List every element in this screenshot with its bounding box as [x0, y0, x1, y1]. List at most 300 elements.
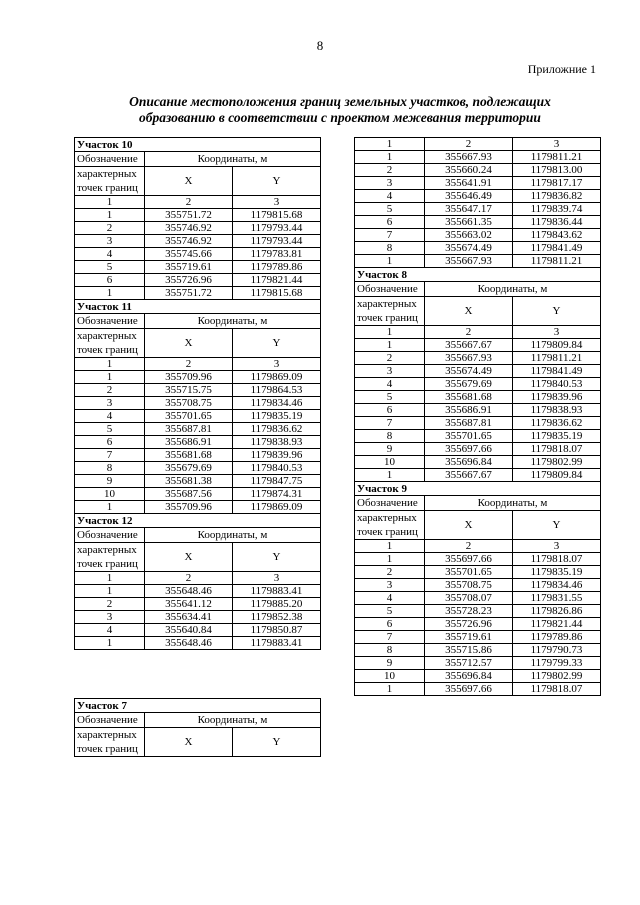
x-coordinate: 355696.84 [425, 670, 513, 683]
column-header-row [75, 167, 321, 196]
x-coordinate: 355708.75 [425, 579, 513, 592]
x-coordinate: 355726.96 [425, 618, 513, 631]
x-coordinate: 355641.12 [145, 598, 233, 611]
table-row [75, 235, 321, 248]
designation-label-line: точек границ [77, 558, 138, 570]
table-row [355, 229, 601, 242]
point-number: 4 [355, 190, 425, 203]
point-number: 4 [355, 378, 425, 391]
coordinates-label: Координаты, м [145, 713, 321, 728]
x-coordinate: 355697.66 [425, 443, 513, 456]
column-header-row [355, 297, 601, 326]
point-number: 1 [355, 683, 425, 696]
y-column-header: Y [513, 511, 601, 540]
plot-title: Участок 7 [75, 699, 321, 713]
y-coordinate: 1179835.19 [513, 566, 601, 579]
column-number: 2 [145, 358, 233, 371]
y-coordinate: 1179811.21 [513, 352, 601, 365]
designation-label [75, 167, 145, 196]
point-number: 4 [75, 248, 145, 261]
x-coordinate: 355687.56 [145, 488, 233, 501]
x-coordinate: 355667.93 [425, 151, 513, 164]
point-number: 7 [355, 631, 425, 644]
designation-label-line: характерных [357, 512, 417, 524]
x-coordinate: 355687.81 [145, 423, 233, 436]
x-coordinate: 355745.66 [145, 248, 233, 261]
plot-title-row [75, 514, 321, 528]
column-number-row [75, 196, 321, 209]
designation-label-line: точек границ [357, 312, 418, 324]
document-title-line-2: образованию в соответствии с проектом межевания территории [139, 110, 541, 125]
x-coordinate: 355648.46 [145, 585, 233, 598]
y-coordinate: 1179818.07 [513, 443, 601, 456]
y-coordinate: 1179885.20 [233, 598, 321, 611]
y-coordinate: 1179834.46 [513, 579, 601, 592]
point-number: 3 [355, 177, 425, 190]
point-number: 1 [75, 585, 145, 598]
x-coordinate: 355667.93 [425, 352, 513, 365]
column-header-row [75, 713, 321, 728]
y-coordinate: 1179847.75 [233, 475, 321, 488]
point-number: 7 [355, 417, 425, 430]
coordinates-label: Координаты, м [145, 528, 321, 543]
designation-label [75, 728, 145, 757]
x-coordinate: 355697.66 [425, 683, 513, 696]
table-row [355, 365, 601, 378]
y-coordinate: 1179818.07 [513, 553, 601, 566]
x-coordinate: 355715.75 [145, 384, 233, 397]
x-coordinate: 355715.86 [425, 644, 513, 657]
y-coordinate: 1179826.86 [513, 605, 601, 618]
column-header-row [355, 496, 601, 511]
x-coordinate: 355709.96 [145, 501, 233, 514]
column-number: 2 [145, 196, 233, 209]
point-number: 5 [355, 203, 425, 216]
point-number: 8 [75, 462, 145, 475]
designation-label [75, 329, 145, 358]
table-row [75, 261, 321, 274]
x-coordinate: 355634.41 [145, 611, 233, 624]
column-number: 3 [233, 358, 321, 371]
y-coordinate: 1179811.21 [513, 255, 601, 268]
designation-label: Обозначение [75, 152, 145, 167]
x-coordinate: 355701.65 [425, 430, 513, 443]
designation-label-line: характерных [357, 298, 417, 310]
table-row [355, 164, 601, 177]
y-coordinate: 1179883.41 [233, 585, 321, 598]
x-coordinate: 355719.61 [145, 261, 233, 274]
table-row [75, 423, 321, 436]
x-coordinate: 355660.24 [425, 164, 513, 177]
document-title-line-1: Описание местоположения границ земельных участков, подлежащих [129, 94, 551, 109]
point-number: 3 [355, 365, 425, 378]
plot-title: Участок 12 [75, 514, 321, 528]
y-coordinate: 1179839.96 [233, 449, 321, 462]
point-number: 10 [75, 488, 145, 501]
column-number-row [75, 572, 321, 585]
table-row [355, 456, 601, 469]
x-coordinate: 355696.84 [425, 456, 513, 469]
right-column [354, 137, 600, 696]
designation-label: Обозначение [355, 496, 425, 511]
point-number: 1 [355, 151, 425, 164]
y-coordinate: 1179850.87 [233, 624, 321, 637]
designation-label: Обозначение [355, 282, 425, 297]
point-number: 6 [355, 618, 425, 631]
table-row [75, 371, 321, 384]
table-row [75, 449, 321, 462]
coordinates-table-left [74, 137, 321, 650]
plot-title-row [75, 699, 321, 713]
left-column-bottom [74, 698, 320, 757]
point-number: 2 [75, 384, 145, 397]
y-coordinate: 1179821.44 [233, 274, 321, 287]
x-coordinate: 355641.91 [425, 177, 513, 190]
table-row [75, 410, 321, 423]
point-number: 4 [355, 592, 425, 605]
x-coordinate: 355697.66 [425, 553, 513, 566]
y-coordinate: 1179838.93 [513, 404, 601, 417]
point-number: 3 [75, 235, 145, 248]
table-row [75, 436, 321, 449]
x-coordinate: 355667.67 [425, 469, 513, 482]
table-row [75, 209, 321, 222]
x-coordinate: 355728.23 [425, 605, 513, 618]
left-column [74, 137, 320, 650]
x-coordinate: 355712.57 [425, 657, 513, 670]
point-number: 9 [75, 475, 145, 488]
column-number: 3 [513, 326, 601, 339]
y-coordinate: 1179815.68 [233, 287, 321, 300]
y-coordinate: 1179839.96 [513, 391, 601, 404]
designation-label-line: точек границ [77, 182, 138, 194]
y-coordinate: 1179839.74 [513, 203, 601, 216]
x-coordinate: 355667.67 [425, 339, 513, 352]
table-row [355, 190, 601, 203]
x-coordinate: 355686.91 [145, 436, 233, 449]
y-coordinate: 1179836.62 [233, 423, 321, 436]
column-number: 2 [425, 540, 513, 553]
y-coordinate: 1179799.33 [513, 657, 601, 670]
point-number: 8 [355, 430, 425, 443]
point-number: 1 [75, 501, 145, 514]
point-number: 5 [75, 423, 145, 436]
point-number: 1 [355, 553, 425, 566]
y-coordinate: 1179834.46 [233, 397, 321, 410]
table-row [355, 657, 601, 670]
table-row [355, 443, 601, 456]
column-number: 2 [425, 326, 513, 339]
point-number: 7 [75, 449, 145, 462]
plot-title: Участок 9 [355, 482, 601, 496]
y-coordinate: 1179838.93 [233, 436, 321, 449]
table-row [355, 644, 601, 657]
x-coordinate: 355647.17 [425, 203, 513, 216]
designation-label-line: точек границ [357, 526, 418, 538]
designation-label: Обозначение [75, 713, 145, 728]
point-number: 9 [355, 443, 425, 456]
y-coordinate: 1179811.21 [513, 151, 601, 164]
point-number: 8 [355, 242, 425, 255]
y-coordinate: 1179840.53 [513, 378, 601, 391]
x-coordinate: 355661.35 [425, 216, 513, 229]
y-coordinate: 1179835.19 [513, 430, 601, 443]
point-number: 2 [355, 566, 425, 579]
point-number: 2 [355, 352, 425, 365]
x-coordinate: 355674.49 [425, 242, 513, 255]
point-number: 7 [355, 229, 425, 242]
column-number: 3 [233, 572, 321, 585]
point-number: 2 [75, 598, 145, 611]
point-number: 1 [355, 255, 425, 268]
y-coordinate: 1179869.09 [233, 501, 321, 514]
plot-title-row [355, 482, 601, 496]
column-number: 2 [145, 572, 233, 585]
designation-label-line: характерных [77, 729, 137, 741]
table-row [355, 683, 601, 696]
column-number: 2 [425, 138, 513, 151]
x-coordinate: 355751.72 [145, 209, 233, 222]
column-header-row [355, 511, 601, 540]
table-row [355, 352, 601, 365]
table-row [75, 287, 321, 300]
x-coordinate: 355681.68 [145, 449, 233, 462]
table-row [355, 391, 601, 404]
y-coordinate: 1179802.99 [513, 670, 601, 683]
x-coordinate: 355701.65 [425, 566, 513, 579]
table-row [75, 475, 321, 488]
y-coordinate: 1179815.68 [233, 209, 321, 222]
x-coordinate: 355708.07 [425, 592, 513, 605]
coordinates-label: Координаты, м [145, 314, 321, 329]
point-number: 1 [75, 371, 145, 384]
column-number: 3 [513, 540, 601, 553]
point-number: 1 [355, 469, 425, 482]
point-number: 1 [75, 287, 145, 300]
y-coordinate: 1179793.44 [233, 235, 321, 248]
table-row [355, 469, 601, 482]
coordinates-table-plot-7-header [74, 698, 321, 757]
y-column-header: Y [233, 728, 321, 757]
column-number: 3 [513, 138, 601, 151]
y-coordinate: 1179835.19 [233, 410, 321, 423]
point-number: 8 [355, 644, 425, 657]
x-coordinate: 355687.81 [425, 417, 513, 430]
column-header-row [75, 329, 321, 358]
y-column-header: Y [233, 543, 321, 572]
x-coordinate: 355646.49 [425, 190, 513, 203]
page-number: 8 [316, 38, 324, 53]
y-coordinate: 1179802.99 [513, 456, 601, 469]
designation-label: Обозначение [75, 528, 145, 543]
designation-label: Обозначение [75, 314, 145, 329]
table-row [75, 624, 321, 637]
y-coordinate: 1179852.38 [233, 611, 321, 624]
y-column-header: Y [233, 329, 321, 358]
x-column-header: X [145, 329, 233, 358]
table-row [75, 397, 321, 410]
coordinates-label: Координаты, м [425, 282, 601, 297]
column-header-row [75, 152, 321, 167]
table-row [355, 216, 601, 229]
column-header-row [75, 728, 321, 757]
table-row [75, 637, 321, 650]
table-row [75, 274, 321, 287]
y-coordinate: 1179809.84 [513, 469, 601, 482]
table-row [75, 222, 321, 235]
designation-label-line: характерных [77, 544, 137, 556]
column-number-row [355, 540, 601, 553]
plot-title-row [355, 268, 601, 282]
table-row [355, 404, 601, 417]
y-coordinate: 1179841.49 [513, 365, 601, 378]
column-header-row [75, 543, 321, 572]
x-column-header: X [145, 543, 233, 572]
column-number-row [75, 358, 321, 371]
x-coordinate: 355679.69 [145, 462, 233, 475]
point-number: 4 [75, 410, 145, 423]
x-coordinate: 355686.91 [425, 404, 513, 417]
designation-label [355, 297, 425, 326]
point-number: 2 [75, 222, 145, 235]
table-row [355, 378, 601, 391]
y-coordinate: 1179817.17 [513, 177, 601, 190]
table-row [355, 242, 601, 255]
x-coordinate: 355674.49 [425, 365, 513, 378]
column-number: 1 [355, 326, 425, 339]
table-row [355, 339, 601, 352]
point-number: 4 [75, 624, 145, 637]
designation-label-line: точек границ [77, 743, 138, 755]
x-column-header: X [425, 297, 513, 326]
y-coordinate: 1179843.62 [513, 229, 601, 242]
plot-title-row [75, 300, 321, 314]
x-coordinate: 355719.61 [425, 631, 513, 644]
x-column-header: X [425, 511, 513, 540]
x-coordinate: 355648.46 [145, 637, 233, 650]
y-coordinate: 1179831.55 [513, 592, 601, 605]
x-coordinate: 355746.92 [145, 222, 233, 235]
table-row [355, 605, 601, 618]
y-coordinate: 1179864.53 [233, 384, 321, 397]
table-row [75, 248, 321, 261]
designation-label-line: характерных [77, 330, 137, 342]
table-row [75, 598, 321, 611]
y-coordinate: 1179789.86 [233, 261, 321, 274]
point-number: 3 [75, 397, 145, 410]
table-row [355, 631, 601, 644]
y-coordinate: 1179793.44 [233, 222, 321, 235]
table-row [355, 151, 601, 164]
y-coordinate: 1179869.09 [233, 371, 321, 384]
point-number: 6 [75, 274, 145, 287]
point-number: 3 [75, 611, 145, 624]
x-coordinate: 355640.84 [145, 624, 233, 637]
table-row [355, 417, 601, 430]
x-coordinate: 355726.96 [145, 274, 233, 287]
x-coordinate: 355708.75 [145, 397, 233, 410]
point-number: 1 [75, 637, 145, 650]
point-number: 10 [355, 670, 425, 683]
point-number: 5 [75, 261, 145, 274]
x-coordinate: 355681.38 [145, 475, 233, 488]
table-row [355, 553, 601, 566]
appendix-label: Приложние 1 [527, 62, 596, 76]
x-coordinate: 355751.72 [145, 287, 233, 300]
point-number: 10 [355, 456, 425, 469]
y-coordinate: 1179836.62 [513, 417, 601, 430]
point-number: 5 [355, 605, 425, 618]
table-row [75, 384, 321, 397]
y-coordinate: 1179813.00 [513, 164, 601, 177]
table-row [75, 488, 321, 501]
table-row [355, 255, 601, 268]
table-row [355, 592, 601, 605]
plot-title: Участок 11 [75, 300, 321, 314]
coordinates-label: Координаты, м [425, 496, 601, 511]
x-column-header: X [145, 728, 233, 757]
x-coordinate: 355667.93 [425, 255, 513, 268]
y-coordinate: 1179840.53 [233, 462, 321, 475]
point-number: 6 [355, 216, 425, 229]
column-number: 1 [75, 196, 145, 209]
point-number: 2 [355, 164, 425, 177]
y-coordinate: 1179821.44 [513, 618, 601, 631]
designation-label [75, 543, 145, 572]
column-number-row [355, 138, 601, 151]
coordinates-label: Координаты, м [145, 152, 321, 167]
y-coordinate: 1179874.31 [233, 488, 321, 501]
designation-label-line: характерных [77, 168, 137, 180]
plot-title: Участок 8 [355, 268, 601, 282]
column-number: 1 [355, 540, 425, 553]
column-header-row [355, 282, 601, 297]
y-coordinate: 1179836.44 [513, 216, 601, 229]
point-number: 3 [355, 579, 425, 592]
y-coordinate: 1179783.81 [233, 248, 321, 261]
y-coordinate: 1179883.41 [233, 637, 321, 650]
x-coordinate: 355701.65 [145, 410, 233, 423]
y-coordinate: 1179789.86 [513, 631, 601, 644]
y-coordinate: 1179818.07 [513, 683, 601, 696]
column-number: 1 [75, 572, 145, 585]
document-title [80, 94, 600, 126]
table-row [355, 566, 601, 579]
y-column-header: Y [233, 167, 321, 196]
coordinates-table-right [354, 137, 601, 696]
x-coordinate: 355681.68 [425, 391, 513, 404]
table-row [75, 611, 321, 624]
column-header-row [75, 314, 321, 329]
table-row [355, 618, 601, 631]
column-header-row [75, 528, 321, 543]
table-row [355, 430, 601, 443]
column-number: 1 [75, 358, 145, 371]
x-coordinate: 355709.96 [145, 371, 233, 384]
point-number: 5 [355, 391, 425, 404]
column-number: 3 [233, 196, 321, 209]
point-number: 6 [75, 436, 145, 449]
designation-label-line: точек границ [77, 344, 138, 356]
x-coordinate: 355746.92 [145, 235, 233, 248]
plot-title-row [75, 138, 321, 152]
y-column-header: Y [513, 297, 601, 326]
table-row [75, 501, 321, 514]
y-coordinate: 1179809.84 [513, 339, 601, 352]
y-coordinate: 1179841.49 [513, 242, 601, 255]
point-number: 1 [75, 209, 145, 222]
table-row [355, 177, 601, 190]
